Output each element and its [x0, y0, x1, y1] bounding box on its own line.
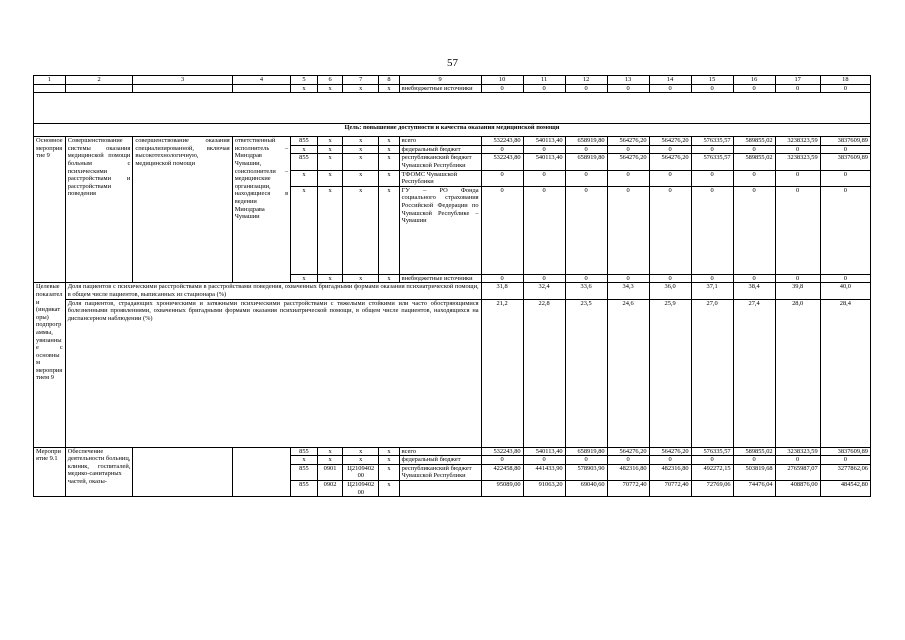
- table-cell: x: [343, 154, 379, 170]
- table-cell: x: [291, 456, 318, 465]
- funding-source: всего: [399, 137, 481, 146]
- table-cell: 855: [291, 447, 318, 456]
- table-cell: x: [379, 145, 399, 154]
- indicator-value: 28,4: [820, 299, 870, 447]
- table-cell: 576335,57: [691, 154, 733, 170]
- table-cell: x: [343, 84, 379, 93]
- table-cell: 0: [691, 170, 733, 186]
- table-cell: 658919,80: [565, 447, 607, 456]
- event-task: совершенствование оказания специализированной, включая высокотехнологичную, медицинской помощи: [133, 137, 232, 283]
- table-cell: 91063,20: [523, 480, 565, 496]
- goal-row: [34, 124, 871, 137]
- table-cell: 0: [607, 186, 649, 274]
- table-cell: 576335,57: [691, 137, 733, 146]
- table-cell: 0: [691, 145, 733, 154]
- indicator-value: 27,4: [733, 299, 775, 447]
- table-cell: 492272,15: [691, 464, 733, 480]
- table-cell: 2765987,07: [775, 464, 820, 480]
- table-cell: 0: [820, 274, 870, 283]
- table-cell: x: [379, 137, 399, 146]
- table-cell: 0: [733, 456, 775, 465]
- table-cell: 564276,20: [607, 447, 649, 456]
- table-cell: 578903,90: [565, 464, 607, 480]
- table-cell: 0: [691, 274, 733, 283]
- column-header: 9: [399, 76, 481, 85]
- table-row: [34, 447, 871, 456]
- table-cell: 0: [607, 84, 649, 93]
- column-header: 7: [343, 76, 379, 85]
- table-cell: 0901: [317, 464, 343, 480]
- table-cell: 0: [733, 170, 775, 186]
- table-cell: 564276,20: [649, 154, 691, 170]
- table-cell: Ц2109402 00: [343, 480, 379, 496]
- event-name: Обеспечение деятельности больниц, клиник, госпиталей, медико-санитарных частей, оказы-: [65, 447, 133, 497]
- table-cell: 0: [775, 145, 820, 154]
- table-cell: 0: [565, 84, 607, 93]
- table-cell: 0: [691, 84, 733, 93]
- table-cell: x: [343, 447, 379, 456]
- goal-title: Цель: повышение доступности и качества оказания медицинской помощи: [34, 124, 871, 137]
- indicator-value: 24,6: [607, 299, 649, 447]
- table-cell: x: [379, 84, 399, 93]
- table-cell: x: [343, 145, 379, 154]
- table-cell: 74476,04: [733, 480, 775, 496]
- table-row: [34, 84, 871, 93]
- table-cell: 0: [481, 274, 523, 283]
- table-cell: x: [317, 137, 343, 146]
- table-cell: x: [291, 274, 318, 283]
- column-header: 18: [820, 76, 870, 85]
- table-cell: 0: [733, 145, 775, 154]
- table-cell: Ц2109402 00: [343, 464, 379, 480]
- table-cell: внебюджетные источники: [399, 84, 481, 93]
- indicator-text: Доля пациентов с психическими расстройствами в расстройствами поведения, охваченных бригадными формами оказания психиатрической помощи, в общем числе пациентов, выписанных из стационара (%): [65, 283, 481, 299]
- table-cell: 3837609,89: [820, 447, 870, 456]
- table-cell: 0: [775, 170, 820, 186]
- table-cell: 0: [481, 84, 523, 93]
- table-cell: 0: [481, 170, 523, 186]
- table-cell: 658919,80: [565, 137, 607, 146]
- indicator-value: 22,8: [523, 299, 565, 447]
- table-cell: x: [379, 170, 399, 186]
- funding-source: внебюджетные источники: [399, 274, 481, 283]
- column-header: 4: [232, 76, 290, 85]
- column-header: 13: [607, 76, 649, 85]
- table-cell: 0: [649, 170, 691, 186]
- table-cell: 0902: [317, 480, 343, 496]
- table-cell: x: [317, 170, 343, 186]
- indicator-value: 21,2: [481, 299, 523, 447]
- column-header: 1: [34, 76, 66, 85]
- table-cell: 69040,60: [565, 480, 607, 496]
- table-cell: 0: [691, 456, 733, 465]
- table-cell: 0: [607, 170, 649, 186]
- table-cell: x: [317, 84, 343, 93]
- table-cell: 564276,20: [607, 154, 649, 170]
- table-cell: x: [317, 186, 343, 274]
- indicator-row: [34, 299, 871, 447]
- table-cell: 0: [775, 456, 820, 465]
- table-cell: 0: [607, 274, 649, 283]
- table-cell: x: [343, 137, 379, 146]
- funding-source: федеральный бюджет: [399, 145, 481, 154]
- funding-source: [399, 480, 481, 496]
- table-cell: 0: [649, 145, 691, 154]
- indicator-row: [34, 283, 871, 299]
- indicator-text: Доля пациентов, страдающих хроническими и затяжными психическими расстройствами с тяжелыми стойкими или часто обостряющимися болезненными проявлениями, охваченных бригадными формами оказания психиатрической помощи, в общем числе пациентов, находящихся на диспансерном наблюдении (%): [65, 299, 481, 447]
- column-header: 8: [379, 76, 399, 85]
- program-table: [33, 75, 871, 497]
- indicator-value: 40,0: [820, 283, 870, 299]
- table-cell: x: [317, 274, 343, 283]
- table-cell: 484542,80: [820, 480, 870, 496]
- indicator-value: 36,0: [649, 283, 691, 299]
- table-cell: 0: [649, 84, 691, 93]
- table-cell: [232, 447, 290, 497]
- table-cell: 0: [733, 274, 775, 283]
- table-cell: 0: [481, 145, 523, 154]
- table-cell: x: [379, 464, 399, 480]
- table-cell: 855: [291, 480, 318, 496]
- table-cell: 3277862,06: [820, 464, 870, 480]
- table-cell: 564276,20: [607, 137, 649, 146]
- table-cell: 0: [649, 456, 691, 465]
- table-cell: 0: [565, 456, 607, 465]
- table-cell: 0: [820, 170, 870, 186]
- table-cell: x: [343, 186, 379, 274]
- table-cell: 70772,40: [649, 480, 691, 496]
- indicator-value: 33,6: [565, 283, 607, 299]
- table-cell: x: [317, 145, 343, 154]
- table-cell: x: [317, 456, 343, 465]
- table-cell: 0: [649, 186, 691, 274]
- column-header: 12: [565, 76, 607, 85]
- table-cell: x: [379, 186, 399, 274]
- table-cell: 0: [820, 145, 870, 154]
- table-cell: 532243,80: [481, 137, 523, 146]
- event-title: Мероприятие 9.1: [34, 447, 66, 497]
- table-cell: 589855,02: [733, 154, 775, 170]
- column-header: 3: [133, 76, 232, 85]
- column-number-row: [34, 76, 871, 85]
- indicator-value: 38,4: [733, 283, 775, 299]
- table-cell: 0: [565, 145, 607, 154]
- table-cell: 0: [649, 274, 691, 283]
- table-cell: 72769,06: [691, 480, 733, 496]
- indicator-value: 34,3: [607, 283, 649, 299]
- column-header: 5: [291, 76, 318, 85]
- table-cell: 0: [565, 274, 607, 283]
- table-cell: x: [379, 456, 399, 465]
- table-cell: x: [379, 274, 399, 283]
- table-cell: x: [343, 274, 379, 283]
- table-cell: 855: [291, 137, 318, 146]
- table-cell: 0: [607, 145, 649, 154]
- table-cell: x: [379, 154, 399, 170]
- table-cell: 855: [291, 464, 318, 480]
- table-cell: [232, 84, 290, 93]
- table-cell: x: [379, 447, 399, 456]
- table-cell: 540113,40: [523, 137, 565, 146]
- table-cell: x: [379, 480, 399, 496]
- column-header: 2: [65, 76, 133, 85]
- table-cell: 95089,00: [481, 480, 523, 496]
- indicator-value: 32,4: [523, 283, 565, 299]
- column-header: 17: [775, 76, 820, 85]
- indicator-value: 25,9: [649, 299, 691, 447]
- table-cell: 855: [291, 154, 318, 170]
- table-cell: 503819,68: [733, 464, 775, 480]
- table-cell: x: [291, 145, 318, 154]
- table-cell: x: [317, 447, 343, 456]
- funding-source: республиканский бюджет Чувашской Республики: [399, 154, 481, 170]
- table-cell: 658919,80: [565, 154, 607, 170]
- table-cell: x: [291, 170, 318, 186]
- indicator-value: 23,5: [565, 299, 607, 447]
- table-cell: x: [291, 84, 318, 93]
- table-cell: 0: [523, 84, 565, 93]
- table-cell: 482316,80: [649, 464, 691, 480]
- indicator-value: 28,0: [775, 299, 820, 447]
- funding-source: ТФОМС Чувашской Республики: [399, 170, 481, 186]
- table-cell: 0: [607, 456, 649, 465]
- indicator-value: 39,8: [775, 283, 820, 299]
- table-cell: 564276,20: [649, 447, 691, 456]
- column-header: 15: [691, 76, 733, 85]
- table-cell: 0: [565, 170, 607, 186]
- table-cell: 0: [523, 186, 565, 274]
- table-cell: 0: [733, 186, 775, 274]
- table-cell: 3837609,89: [820, 154, 870, 170]
- table-cell: 540113,40: [523, 447, 565, 456]
- table-cell: [133, 447, 232, 497]
- table-cell: 0: [820, 456, 870, 465]
- page-number: 57: [447, 57, 458, 69]
- table-cell: 3837609,89: [820, 137, 870, 146]
- column-header: 11: [523, 76, 565, 85]
- event-executor: ответственный исполнитель – Минздрав Чувашии, соисполнители – медицинские организации, находящиеся в ведении Минздрава Чувашии: [232, 137, 290, 283]
- table-cell: x: [317, 154, 343, 170]
- table-cell: 422458,80: [481, 464, 523, 480]
- table-cell: [133, 84, 232, 93]
- table-cell: 0: [733, 84, 775, 93]
- table-cell: 0: [775, 84, 820, 93]
- indicator-value: 31,8: [481, 283, 523, 299]
- table-cell: 532243,80: [481, 154, 523, 170]
- table-cell: x: [343, 170, 379, 186]
- column-header: 6: [317, 76, 343, 85]
- table-cell: 3238323,59: [775, 447, 820, 456]
- spacer-row: [34, 93, 871, 124]
- table-cell: 70772,40: [607, 480, 649, 496]
- table-cell: 0: [523, 170, 565, 186]
- indicator-value: 27,0: [691, 299, 733, 447]
- table-row: [34, 137, 871, 146]
- table-cell: 441433,90: [523, 464, 565, 480]
- table-cell: 408876,00: [775, 480, 820, 496]
- table-cell: x: [291, 186, 318, 274]
- indicator-value: 37,1: [691, 283, 733, 299]
- funding-source: республиканский бюджет Чувашской Республики: [399, 464, 481, 480]
- table-cell: 482316,80: [607, 464, 649, 480]
- table-cell: 0: [820, 84, 870, 93]
- table-cell: 3238323,59: [775, 137, 820, 146]
- column-header: 16: [733, 76, 775, 85]
- event-name: Совершенствование системы оказания медицинской помощи больным с психическими расстройствами и расстройствами поведения: [65, 137, 133, 283]
- table-cell: 0: [481, 186, 523, 274]
- table-cell: 0: [523, 274, 565, 283]
- event-title: Основное мероприятие 9: [34, 137, 66, 283]
- funding-source: всего: [399, 447, 481, 456]
- table-cell: 0: [565, 186, 607, 274]
- column-header: 10: [481, 76, 523, 85]
- table-cell: [65, 84, 133, 93]
- table-cell: 540113,40: [523, 154, 565, 170]
- table-cell: 0: [691, 186, 733, 274]
- column-header: 14: [649, 76, 691, 85]
- table-cell: 589855,02: [733, 447, 775, 456]
- table-cell: 564276,20: [649, 137, 691, 146]
- table-cell: 576335,57: [691, 447, 733, 456]
- table-cell: x: [343, 456, 379, 465]
- table-cell: 589855,02: [733, 137, 775, 146]
- funding-source: ГУ – РО Фонда социального страхования Российской Федерации по Чувашской Республике – Чувашии: [399, 186, 481, 274]
- table-cell: 0: [820, 186, 870, 274]
- table-cell: 0: [523, 456, 565, 465]
- table-cell: 0: [775, 186, 820, 274]
- funding-source: федеральный бюджет: [399, 456, 481, 465]
- table-cell: 3238323,59: [775, 154, 820, 170]
- table-cell: [34, 84, 66, 93]
- table-cell: 0: [775, 274, 820, 283]
- table-cell: 532243,80: [481, 447, 523, 456]
- indicators-label: Целевые показатели (индикаторы) подпрограммы, увязанные с основным мероприятием 9: [34, 283, 66, 447]
- table-cell: 0: [481, 456, 523, 465]
- table-cell: 0: [523, 145, 565, 154]
